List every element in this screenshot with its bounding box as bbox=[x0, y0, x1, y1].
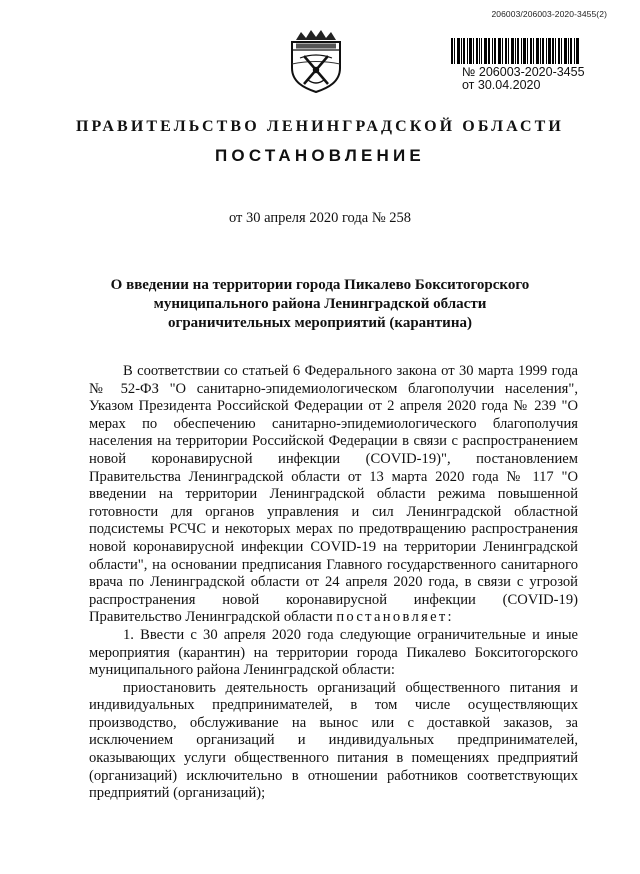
document-body bbox=[89, 363, 578, 803]
clause-1: 1. Ввести с 30 апреля 2020 года следующие ограничительные и иные мероприятия (карантин) на территории города Пикалево Бокситогорского муниципального района Ленинградской области: bbox=[89, 626, 578, 679]
resolution-verb: постановляет: bbox=[336, 609, 454, 626]
document-date: от 30 апреля 2020 года № 258 bbox=[228, 210, 412, 226]
document-title: О введении на территории города Пикалево Бокситогорского муниципального района Ленинградской области ограничительных мероприятий (карантина) bbox=[110, 277, 530, 331]
registration-number: № 206003-2020-3455 bbox=[462, 65, 585, 79]
preamble-paragraph bbox=[89, 363, 578, 627]
preamble-text: В соответствии со статьей 6 Федерального закона от 30 марта 1999 года № 52-ФЗ "О санитарно-эпидемиологическом благополучии населения", Указом Президента Российской Федерации от 2 апреля 2020 года № 239 "О мерах по обеспечению санитарно-эпидемиологического благополучия населения на территории Российской Федерации в связи с распространением новой коронавирусной инфекции (COVID-19)", постановлением Правительства Ленинградской области от 13 марта 2020 года № 117 "О введении на территории Ленинградской области режима повышенной готовности для органов управления и сил Ленинградской областной подсистемы РСЧС и некоторых мерах по предотвращению распространения новой коронавирусной инфекции COVID-19 на территории Ленинградской области", на основании предписания Главного государственного санитарного врача по Ленинградской области от 24 апреля 2020 года, в связи с угрозой распространения новой коронавирусной инфекции (COVID-19) Правительство Ленинградской области bbox=[89, 363, 578, 626]
barcode bbox=[451, 38, 579, 64]
registration-date: от 30.04.2020 bbox=[462, 78, 541, 92]
clause-1-item: приостановить деятельность организаций общественного питания и индивидуальных предпринимателей, в том числе осуществляющих производство, обслуживание на вынос или с доставкой заказов, за исключением организаций и индивидуальных предпринимателей, оказывающих услуги общественного питания в помещениях предприятий (организаций) исключительно в отношении работников соответствующих предприятий (организаций); bbox=[89, 679, 578, 802]
registry-code: 206003/206003-2020-3455(2) bbox=[491, 9, 607, 19]
document-type: ПОСТАНОВЛЕНИЕ bbox=[215, 146, 425, 165]
coat-of-arms-icon bbox=[286, 24, 346, 94]
registration-stamp bbox=[462, 66, 585, 92]
government-name: ПРАВИТЕЛЬСТВО ЛЕНИНГРАДСКОЙ ОБЛАСТИ bbox=[76, 118, 564, 135]
